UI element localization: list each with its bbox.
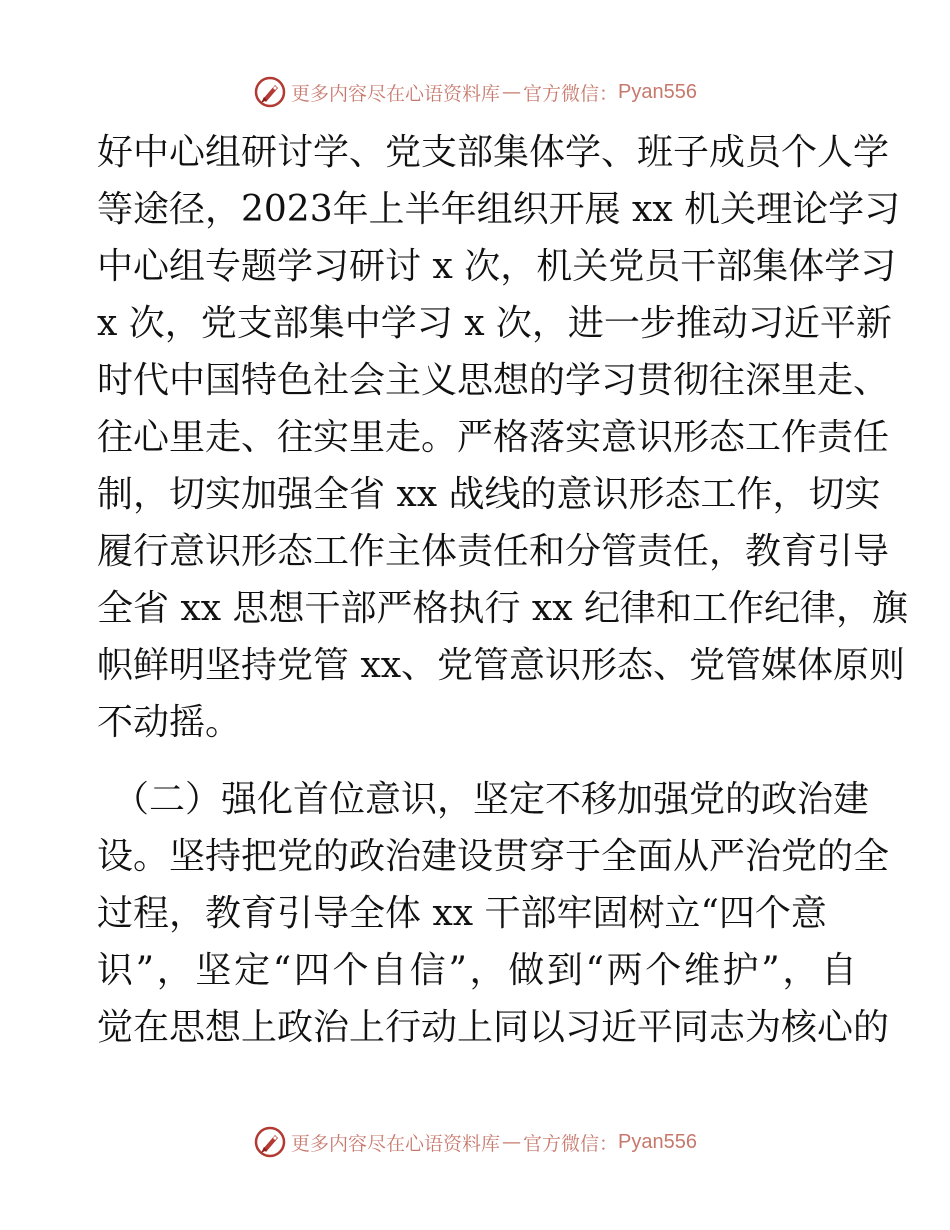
footer-brand-text: 更多内容尽在心语资料库 [291,1132,501,1155]
text-line: 全省 xx 思想干部严格执行 xx 纪律和工作纪律，旗 [97,588,908,629]
pen-nib-seal-icon [253,1125,287,1159]
text-line: 中心组专题学习研讨 x 次，机关党员干部集体学习 [97,246,897,287]
text-line: 过程，教育引导全体 xx 干部牢固树立“四个意 [97,893,827,934]
header-contact-label: 官方微信： [523,82,619,105]
header-brand-text: 更多内容尽在心语资料库 [291,82,501,105]
text-line: 时代中国特色社会主义思想的学习贯彻往深里走、 [97,360,890,401]
text-line: x 次，党支部集中学习 x 次，进一步推动习近平新 [97,303,892,344]
footer-contact-id: Pyan556 [618,1130,697,1153]
paragraph-2 [97,771,890,1056]
text-line: 履行意识形态工作主体责任和分管责任，教育引导 [97,531,890,572]
paragraph-1 [97,124,908,751]
paragraph-gap [97,751,857,771]
text-line: 帜鲜明坚持党管 xx、党管意识形态、党管媒体原则 [97,645,906,686]
text-line: 觉在思想上政治上行动上同以习近平同志为核心的 [97,1007,890,1048]
text-line: 制，切实加强全省 xx 战线的意识形态工作，切实 [97,474,881,515]
text-line: 好中心组研讨学、党支部集体学、班子成员个人学 [97,132,890,173]
text-line: （二）强化首位意识，坚定不移加强党的政治建 [113,779,870,820]
document-body [97,124,908,1056]
text-line: 识”，坚定“四个自信”，做到“两个维护”，自 [97,950,857,991]
text-line: 往心里走、往实里走。严格落实意识形态工作责任 [97,417,890,458]
pen-nib-seal-icon [253,75,287,109]
footer-dash: — [502,1131,522,1153]
footer-contact-label: 官方微信： [523,1132,619,1155]
text-line: 等途径，2023年上半年组织开展 xx 机关理论学习 [97,189,901,230]
footer-watermark [0,1122,950,1162]
text-line: 不动摇。 [97,702,242,743]
header-contact-id: Pyan556 [618,80,697,103]
header-watermark [0,72,950,112]
text-line: 设。坚持把党的政治建设贯穿于全面从严治党的全 [97,836,890,877]
header-dash: — [502,81,522,103]
